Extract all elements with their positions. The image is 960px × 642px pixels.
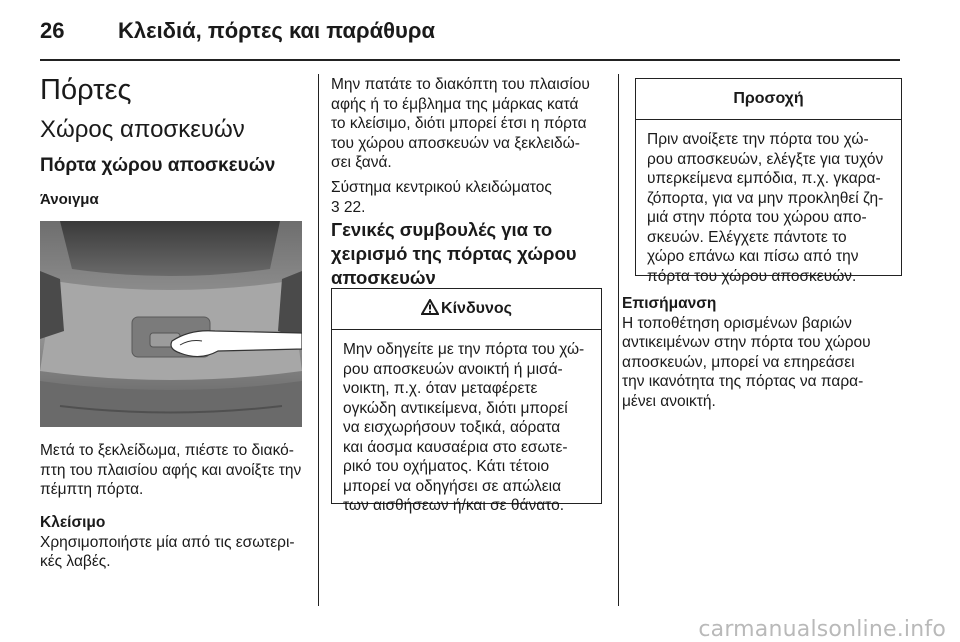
text-line: μπορεί να οδηγήσει σε απώλεια	[343, 477, 562, 495]
text-line: Μετά το ξεκλείδωμα, πιέστε το διακό-	[40, 442, 294, 459]
heading-line: αποσκευών	[331, 267, 436, 288]
opening-paragraph	[40, 441, 310, 500]
general-advice-heading	[331, 218, 601, 290]
text-line: ογκώδη αντικείμενα, διότι μπορεί	[343, 399, 568, 417]
danger-box-body	[332, 330, 601, 516]
danger-box	[331, 288, 602, 514]
text-line: Σύστημα κεντρικού κλειδώματος	[331, 179, 552, 196]
note-block	[622, 294, 902, 411]
text-line: Μην οδηγείτε με την πόρτα του χώ-	[343, 341, 585, 358]
text-line: ρου αποσκευών ανοικτή ή μισά-	[343, 360, 563, 378]
text-line: μένει ανοικτή.	[622, 392, 716, 410]
danger-box-header	[332, 289, 601, 330]
text-line: αποσκευών, μπορεί να επηρεάσει	[622, 353, 855, 371]
text-line: σκευών. Ελέγχετε πάντοτε το	[647, 228, 847, 246]
text-line: αφής ή το έμβλημα της μάρκας κατά	[331, 95, 579, 113]
heading-line: χειρισμό της πόρτας χώρου	[331, 243, 577, 264]
text-line: Η τοποθέτηση ορισμένων βαριών	[622, 314, 852, 332]
text-line: και άοσμα καυσαέρια στο εσωτε-	[343, 438, 568, 456]
text-line: υπερκείμενα εμπόδια, π.χ. γκαρα-	[647, 170, 881, 187]
text-line: κές λαβές.	[40, 553, 111, 570]
text-line: αντικειμένων στην πόρτα του χώρου	[622, 334, 871, 351]
text-line: μιά στην πόρτα του χώρου απο-	[647, 209, 867, 226]
text-line: χώρο επάνω και πίσω από την	[647, 248, 859, 265]
subsection-title: Χώρος αποσκευών	[40, 116, 245, 143]
page-number: 26	[40, 18, 65, 43]
chapter-title: Κλειδιά, πόρτες και παράθυρα	[118, 18, 435, 43]
text-line: το κλείσιμο, διότι μπορεί έτσι η πόρτα	[331, 115, 587, 132]
column-divider-left	[318, 74, 319, 606]
opening-heading: Άνοιγμα	[40, 191, 99, 208]
topic-title: Πόρτα χώρου αποσκευών	[40, 155, 276, 176]
tailgate-illustration	[40, 221, 302, 427]
note-heading: Επισήμανση	[622, 295, 717, 312]
closing-block	[40, 513, 310, 572]
text-line: ζόπορτα, για να μην προκληθεί ζη-	[647, 189, 884, 207]
text-line: πτη του πλαισίου αφής και ανοίξτε την	[40, 461, 302, 479]
caution-box-body	[636, 120, 901, 286]
tailgate-intro-paragraph	[331, 75, 606, 173]
text-line: του χώρου αποσκευών να ξεκλειδώ-	[331, 134, 580, 152]
header-rule	[40, 59, 900, 61]
watermark: carmanualsonline.info	[698, 617, 946, 642]
text-line: Μην πατάτε το διακόπτη του πλαισίου	[331, 76, 590, 93]
text-line: Χρησιμοποιήστε μία από τις εσωτερι-	[40, 533, 295, 551]
text-line: νοικτη, π.χ. όταν μεταφέρετε	[343, 380, 538, 397]
caution-box-header: Προσοχή	[636, 79, 901, 120]
text-line: Πριν ανοίξετε την πόρτα του χώ-	[647, 131, 869, 148]
caution-box	[635, 78, 902, 285]
text-line: των αισθήσεων ή/και σε θάνατο.	[343, 497, 565, 514]
closing-heading: Κλείσιμο	[40, 514, 106, 531]
text-line: να εισχωρήσουν τοξικά, αόρατα	[343, 419, 561, 436]
text-line: πόρτα του χώρου αποσκευών.	[647, 267, 857, 285]
text-line: την ικανότητα της πόρτας να παρα-	[622, 373, 864, 390]
central-locking-reference	[331, 178, 606, 217]
warning-triangle-icon	[421, 299, 439, 315]
text-line: ρου αποσκευών, ελέγξτε για τυχόν	[647, 150, 884, 168]
heading-line: Γενικές συμβουλές για το	[331, 219, 553, 240]
section-title: Πόρτες	[40, 74, 132, 106]
danger-box-title: Κίνδυνος	[441, 300, 512, 317]
column-divider-right	[618, 74, 619, 606]
text-line: σει ξανά.	[331, 154, 392, 171]
text-line: ρικό του οχήματος. Κάτι τέτοιο	[343, 458, 550, 475]
text-line: πέμπτη πόρτα.	[40, 481, 144, 498]
page-reference[interactable]: 3 22.	[331, 198, 366, 216]
